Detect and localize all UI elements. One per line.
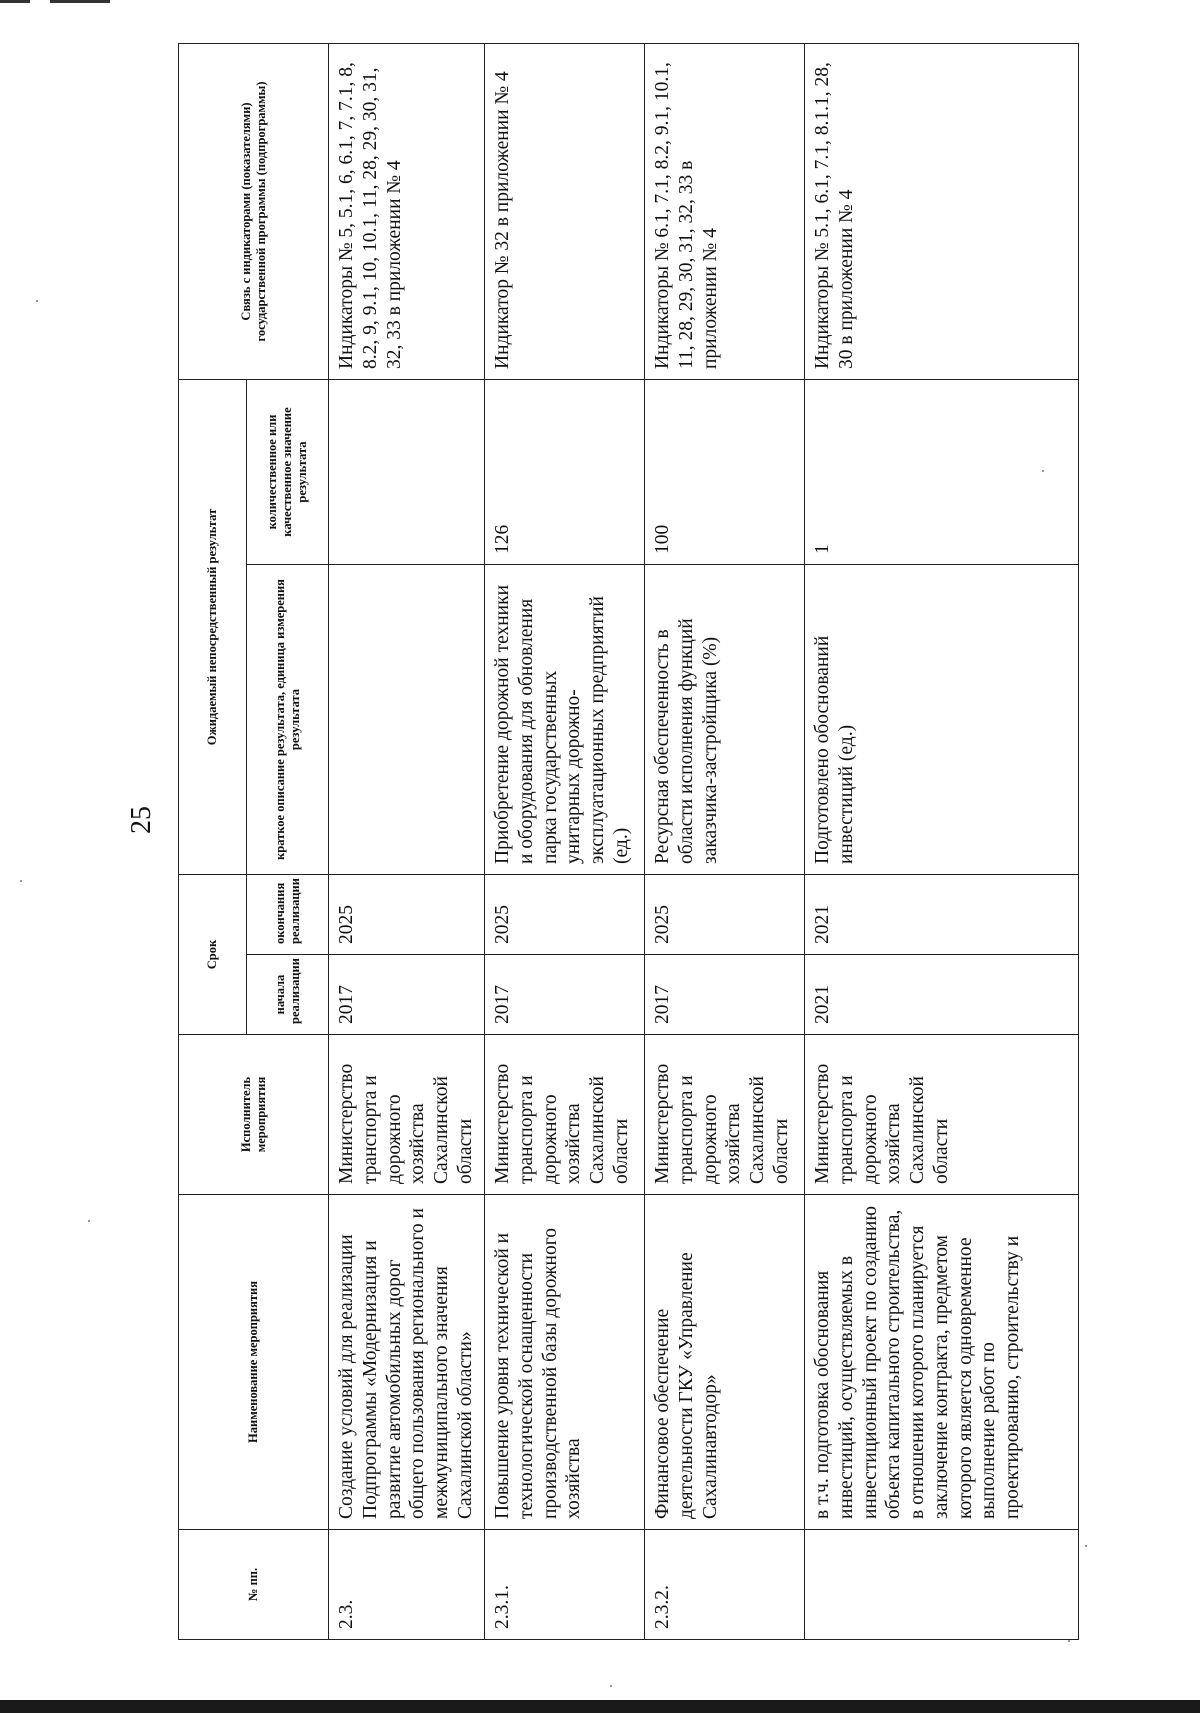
scan-speck	[1042, 470, 1044, 472]
row-executor: Министерство транспорта и дорожного хозяйства Сахалинской области	[485, 1035, 645, 1195]
row-num: 2.3.2.	[645, 1530, 805, 1640]
row-name: Финансовое обеспечение деятельности ГКУ «Управление Сахалинавтодор»	[645, 1195, 805, 1530]
row-end: 2021	[805, 875, 1079, 955]
header-result: Ожидаемый непосредственный результат	[179, 380, 247, 875]
row-start: 2017	[329, 955, 485, 1035]
row-value: 126	[485, 380, 645, 565]
table-row	[485, 44, 645, 1640]
row-end: 2025	[645, 875, 805, 955]
header-result-desc: краткое описание результата, единица измерения результата	[247, 565, 329, 875]
scan-speck	[610, 1685, 612, 1687]
row-num	[805, 1530, 1079, 1640]
row-executor: Министерство транспорта и дорожного хозяйства Сахалинской области	[645, 1035, 805, 1195]
row-desc: Подготовлено обоснований инвестиций (ед.)	[805, 565, 1079, 875]
row-num: 2.3.	[329, 1530, 485, 1640]
table-row	[805, 44, 1079, 1640]
row-link: Индикатор № 32 в приложении № 4	[485, 44, 645, 380]
row-link: Индикаторы № 6.1, 7.1, 8.2, 9.1, 10.1, 11, 28, 29, 30, 31, 32, 33 в приложении № 4	[645, 44, 805, 380]
header-link: Связь с индикаторами (показателями) государственной программы (подпрограммы)	[179, 44, 329, 380]
row-value: 1	[805, 380, 1079, 565]
row-start: 2017	[485, 955, 645, 1035]
row-start: 2021	[805, 955, 1079, 1035]
header-term: Срок	[179, 875, 247, 1035]
header-row	[179, 44, 247, 1640]
header-term-end: окончания реализации	[247, 875, 329, 955]
row-end: 2025	[485, 875, 645, 955]
row-num: 2.3.1.	[485, 1530, 645, 1640]
scan-speck	[1085, 1545, 1087, 1547]
header-num: № пп.	[179, 1530, 329, 1640]
header-name: Наименование мероприятия	[179, 1195, 329, 1530]
header-result-value: количественное или качественное значение результата	[247, 380, 329, 565]
row-end: 2025	[329, 875, 485, 955]
row-start: 2017	[645, 955, 805, 1035]
row-desc	[329, 565, 485, 875]
row-desc: Приобретение дорожной техники и оборудования для обновления парка государственных унитарных дорожно-эксплуатационных предприятий (ед.)	[485, 565, 645, 875]
row-desc: Ресурсная обеспеченность в области исполнения функций заказчика-застройщика (%)	[645, 565, 805, 875]
row-executor: Министерство транспорта и дорожного хозяйства Сахалинской области	[805, 1035, 1079, 1195]
scan-bottom-edge	[0, 1700, 1200, 1713]
scan-top-edge	[0, 0, 1200, 10]
header-term-start: начала реализации	[247, 955, 329, 1035]
row-name: в т.ч. подготовка обоснования инвестиций, осуществляемых в инвестиционный проект по созданию объекта капитального строительства, в отношении которого планируется заключение контракта, предметом которого является одновременное выполнение работ по проектированию, строительству и	[805, 1195, 1079, 1530]
row-link: Индикаторы № 5, 5.1, 6, 6.1, 7, 7.1, 8, 8.2, 9, 9.1, 10, 10.1, 11, 28, 29, 30, 31, 32, 33 в приложении № 4	[329, 44, 485, 380]
row-value: 100	[645, 380, 805, 565]
scan-speck	[1068, 1640, 1070, 1642]
scan-speck	[20, 880, 22, 882]
table-row	[329, 44, 485, 1640]
header-executor: Исполнитель мероприятия	[179, 1035, 329, 1195]
table-row	[645, 44, 805, 1640]
scan-speck	[36, 300, 38, 302]
measures-table	[178, 43, 1079, 1640]
page-number: 25	[126, 806, 157, 834]
rotated-table-wrapper	[178, 44, 1078, 1640]
row-executor: Министерство транспорта и дорожного хозяйства Сахалинской области	[329, 1035, 485, 1195]
scan-speck	[88, 1220, 90, 1222]
row-link: Индикаторы № 5.1, 6.1, 7.1, 8.1.1, 28, 30 в приложении № 4	[805, 44, 1079, 380]
row-name: Создание условий для реализации Подпрограммы «Модернизация и развитие автомобильных дорог общего пользования регионального и межмуниципального значения Сахалинской области»	[329, 1195, 485, 1530]
row-name: Повышение уровня технической и технологической оснащенности производственной базы дорожного хозяйства	[485, 1195, 645, 1530]
row-value	[329, 380, 485, 565]
